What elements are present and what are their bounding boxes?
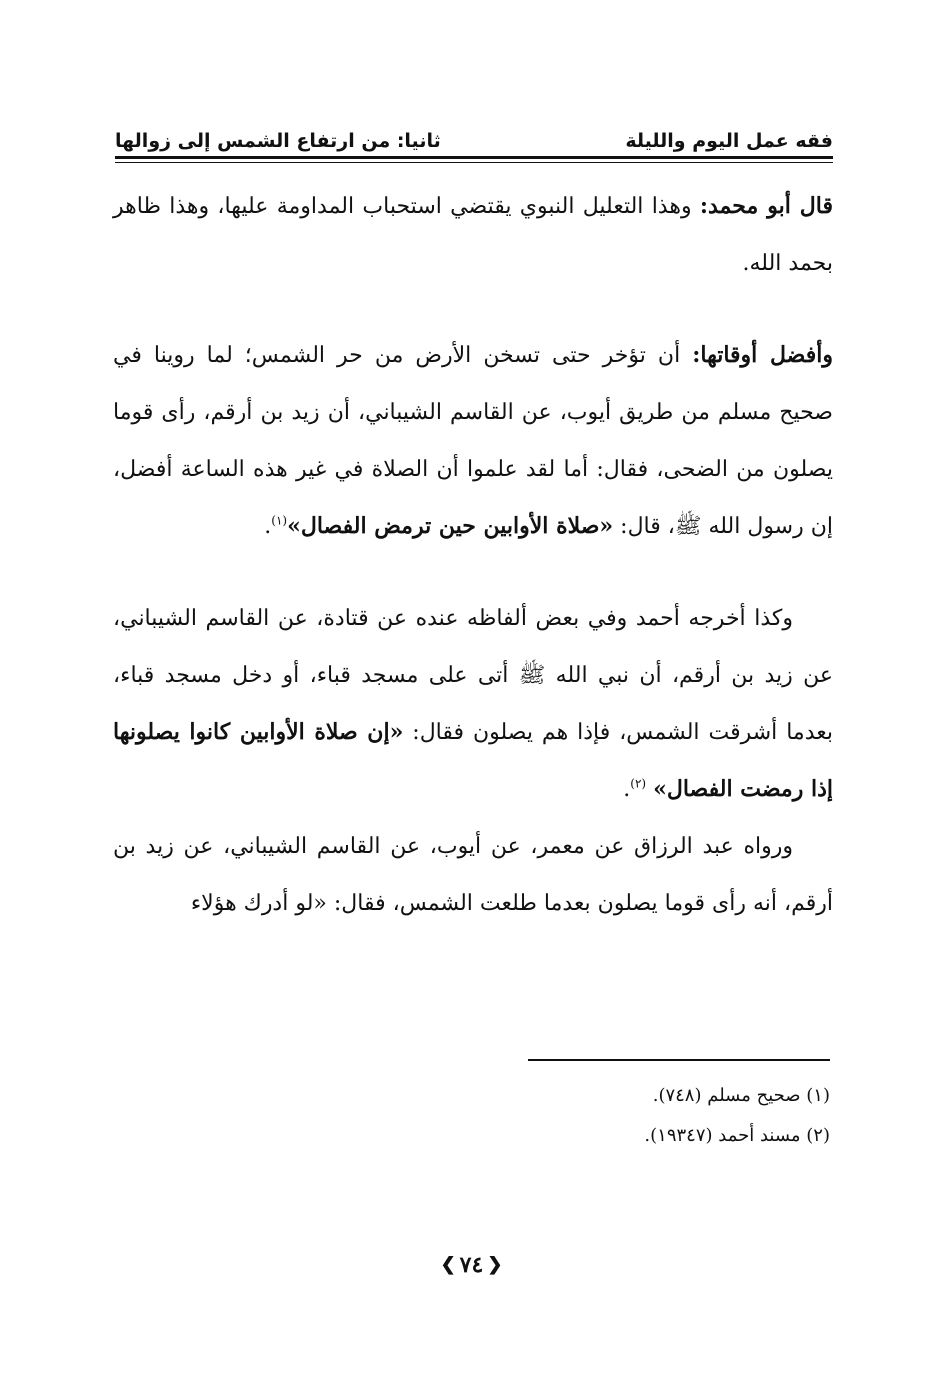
- section-title: ثانيا: من ارتفاع الشمس إلى زوالها: [115, 130, 441, 152]
- footnote-2: (٢) مسند أحمد (١٩٣٤٧).: [644, 1125, 830, 1146]
- footnote-1: (١) صحيح مسلم (٧٤٨).: [652, 1085, 830, 1106]
- paragraph-4: [113, 818, 833, 932]
- paragraph-text: وهذا التعليل النبوي يقتضي استحباب المداومة عليها، وهذا ظاهر بحمد الله.: [113, 194, 833, 276]
- footnotes: [500, 1076, 830, 1156]
- paragraph-tail: .: [623, 777, 631, 802]
- ornament-left-icon: ❮: [440, 1254, 456, 1275]
- footnote-ref: (١): [271, 513, 288, 528]
- page-number: [421, 1248, 522, 1282]
- paragraph-1: [113, 178, 833, 292]
- header-rule: [115, 156, 833, 159]
- ornament-right-icon: ❯: [487, 1254, 503, 1275]
- paragraph-text: وكذا أخرجه أحمد وفي بعض ألفاظه عنده عن قتادة، عن القاسم الشيباني، عن زيد بن أرقم، أن نبي الله ﷺ أتى على مسجد قباء، أو دخل مسجد قباء، بعدما أشرقت الشمس، فإذا هم يصلون فقال:: [113, 606, 833, 745]
- paragraph-tail: .: [264, 514, 272, 539]
- footnote-separator: [528, 1059, 830, 1061]
- book-title: فقه عمل اليوم والليلة: [625, 130, 833, 152]
- header-rule-thin: [115, 162, 833, 163]
- page-number-value: ٧٤: [459, 1252, 484, 1278]
- hadith-quote: «صلاة الأوابين حين ترمض الفصال»: [287, 513, 614, 539]
- footnote-ref: (٢): [630, 776, 647, 791]
- paragraph-text: ورواه عبد الرزاق عن معمر، عن أيوب، عن القاسم الشيباني، عن زيد بن أرقم، أنه رأى قوما يصلون بعدما طلعت الشمس، فقال: «لو أدرك هؤلاء: [113, 834, 833, 916]
- running-header: [115, 126, 833, 156]
- paragraph-2: [113, 327, 833, 555]
- paragraph-3: [113, 590, 833, 818]
- body-text: [113, 178, 833, 932]
- paragraph-lead: قال أبو محمد:: [699, 193, 833, 219]
- paragraph-text: أن تؤخر حتى تسخن الأرض من حر الشمس؛ لما روينا في صحيح مسلم من طريق أيوب، عن القاسم الشيباني، أن زيد بن أرقم، رأى قوما يصلون من الضحى، فقال: أما لقد علموا أن الصلاة في غير هذه الساعة أفضل، إن رسول الله ﷺ، قال:: [113, 343, 833, 539]
- hadith-quote: «إن صلاة الأوابين كانوا يصلونها إذا رمضت الفصال»: [113, 719, 833, 802]
- paragraph-lead: وأفضل أوقاتها:: [692, 342, 833, 368]
